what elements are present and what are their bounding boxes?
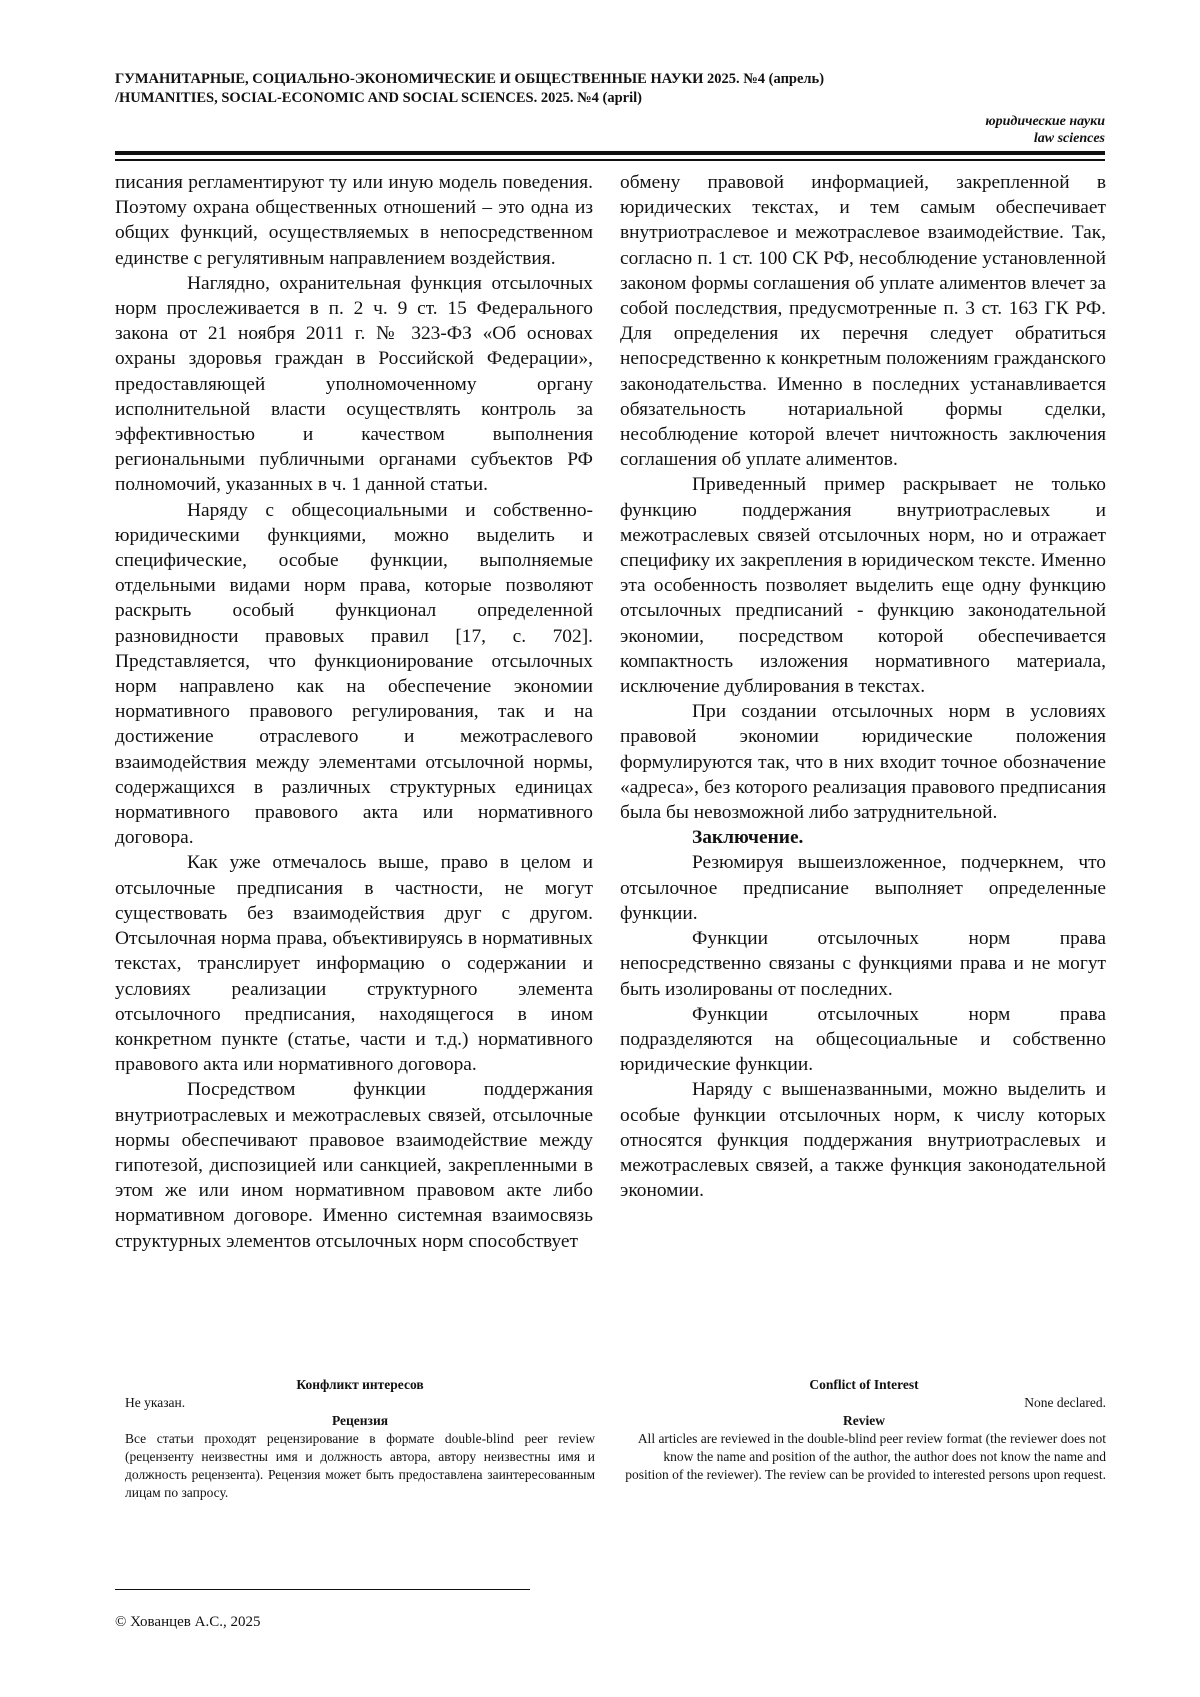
right-column xyxy=(620,170,1106,1203)
footer-ru xyxy=(125,1376,595,1502)
journal-title-en: /HUMANITIES, SOCIAL-ECONOMIC AND SOCIAL SCIENCES. 2025. №4 (april) xyxy=(115,90,642,106)
body-paragraph: При создании отсылочных норм в условиях правовой экономии юридические положения формулируются так, что в них входит точное обозначение «адреса», без которого реализация правового предписания была бы невозможной либо затруднительной. xyxy=(620,701,1106,824)
body-paragraph: Наряду с общесоциальными и собственно-юридическими функциями, можно выделить и специфические, особые функции, выполняемые отдельными видами норм права, которые позволяют раскрыть особый функционал определенной разновидности правовых правил [17, с. 702]. Представляется, что функционирование отсылочных норм направлено как на обеспечение экономии нормативного правового регулирования, так и на достижение отраслевого и межотраслевого взаимодействия между элементами отсылочной нормы, содержащихся в различных структурных единицах нормативного правового акта или нормативного договора. xyxy=(115,499,593,849)
left-column xyxy=(115,170,593,1254)
conclusion-paragraph: Функции отсылочных норм права подразделяются на общесоциальные и собственно юридические функции. xyxy=(620,1003,1106,1076)
header-rule-thin xyxy=(115,159,1105,161)
body-paragraph: Как уже отмечалось выше, право в целом и отсылочные предписания в частности, не могут существовать без взаимодействия друг с другом. Отсылочная норма права, объективируясь в нормативных текстах, транслирует информацию о содержании и условиях реализации структурного элемента отсылочного предписания, находящегося в ином конкретном пункте (статье, части и т.д.) нормативного правового акта или нормативного договора. xyxy=(115,852,593,1076)
review-text-en: All articles are reviewed in the double-blind peer review format (the reviewer does not know the name and position of the author, the author does not know the name and position of the reviewer). The review can be provided to interested persons upon request. xyxy=(625,1431,1106,1482)
header-rule-thick xyxy=(115,151,1105,155)
body-paragraph: обмену правовой информацией, закрепленной в юридических текстах, и тем самым обеспечивает внутриотраслевое и межотраслевое взаимодействие. Так, согласно п. 1 ст. 100 СК РФ, несоблюдение установленной законом формы соглашения об уплате алиментов влечет за собой последствия, предусмотренные п. 3 ст. 163 ГК РФ. Для определения их перечня следует обратиться непосредственно к конкретным положениям гражданского законодательства. Именно в последних устанавливается обязательность нотариальной формы сделки, несоблюдение которой влечет ничтожность заключения соглашения об уплате алиментов. xyxy=(620,172,1106,471)
review-title-en: Review xyxy=(843,1413,885,1428)
section-tag xyxy=(985,113,1105,147)
conflict-title-en: Conflict of Interest xyxy=(809,1377,919,1392)
body-paragraph: Наглядно, охранительная функция отсылочных норм прослеживается в п. 2 ч. 9 ст. 15 Федерального закона от 21 ноября 2011 г. № 323-ФЗ «Об основах охраны здоровья граждан в Российской Федерации», предоставляющей уполномоченному органу исполнительной власти осуществлять контроль за эффективностью и качеством выполнения региональными публичными органами субъектов РФ полномочий, указанных в ч. 1 данной статьи. xyxy=(115,272,593,496)
section-ru: юридические науки xyxy=(985,114,1105,129)
conflict-text-ru: Не указан. xyxy=(125,1395,186,1410)
body-paragraph: писания регламентируют ту или иную модель поведения. Поэтому охрана общественных отношений – это одна из общих функций, осуществляемых в непосредственном единстве с регулятивным направлением воздействия. xyxy=(115,172,593,269)
section-en: law sciences xyxy=(1033,131,1105,146)
conflict-title-ru: Конфликт интересов xyxy=(296,1377,424,1392)
body-paragraph: Приведенный пример раскрывает не только функцию поддержания внутриотраслевых и межотраслевых связей отсылочных норм, но и отражает специфику их закрепления в юридическом тексте. Именно эта особенность позволяет выделить еще одну функцию отсылочных предписаний - функцию законодательной экономии, посредством которой обеспечивается компактность изложения нормативного материала, исключение дублирования в текстах. xyxy=(620,474,1106,698)
review-text-ru: Все статьи проходят рецензирование в формате double-blind peer review (рецензенту неизвестны имя и должность автора, автору неизвестны имя и должность рецензента). Рецензия может быть предоставлена заинтересованным лицам по запросу. xyxy=(125,1431,595,1500)
conclusion-heading: Заключение. xyxy=(692,827,804,849)
footer-en xyxy=(622,1376,1106,1484)
journal-header xyxy=(115,70,1105,108)
footnote-rule xyxy=(115,1589,530,1590)
body-paragraph: Посредством функции поддержания внутриотраслевых и межотраслевых связей, отсылочные нормы обеспечивают правовое взаимодействие между гипотезой, диспозицией или санкцией, закрепленными в этом же или ином нормативном правовом акте либо нормативном договоре. Именно системная взаимосвязь структурных элементов отсылочных норм способствует xyxy=(115,1079,593,1252)
copyright-notice: © Хованцев А.С., 2025 xyxy=(115,1614,261,1630)
conflict-text-en: None declared. xyxy=(1024,1395,1106,1410)
conclusion-paragraph: Резюмируя вышеизложенное, подчеркнем, что отсылочное предписание выполняет определенные функции. xyxy=(620,852,1106,924)
conclusion-paragraph: Функции отсылочных норм права непосредственно связаны с функциями права и не могут быть изолированы от последних. xyxy=(620,928,1106,1000)
review-title-ru: Рецензия xyxy=(331,1413,389,1428)
journal-title-ru: ГУМАНИТАРНЫЕ, СОЦИАЛЬНО-ЭКОНОМИЧЕСКИЕ И ОБЩЕСТВЕННЫЕ НАУКИ 2025. №4 (апрель) xyxy=(115,71,825,87)
conclusion-paragraph: Наряду с вышеназванными, можно выделить и особые функции отсылочных норм, к числу которых относятся функция поддержания внутриотраслевых и межотраслевых связей, а также функция законодательной экономии. xyxy=(620,1079,1106,1202)
